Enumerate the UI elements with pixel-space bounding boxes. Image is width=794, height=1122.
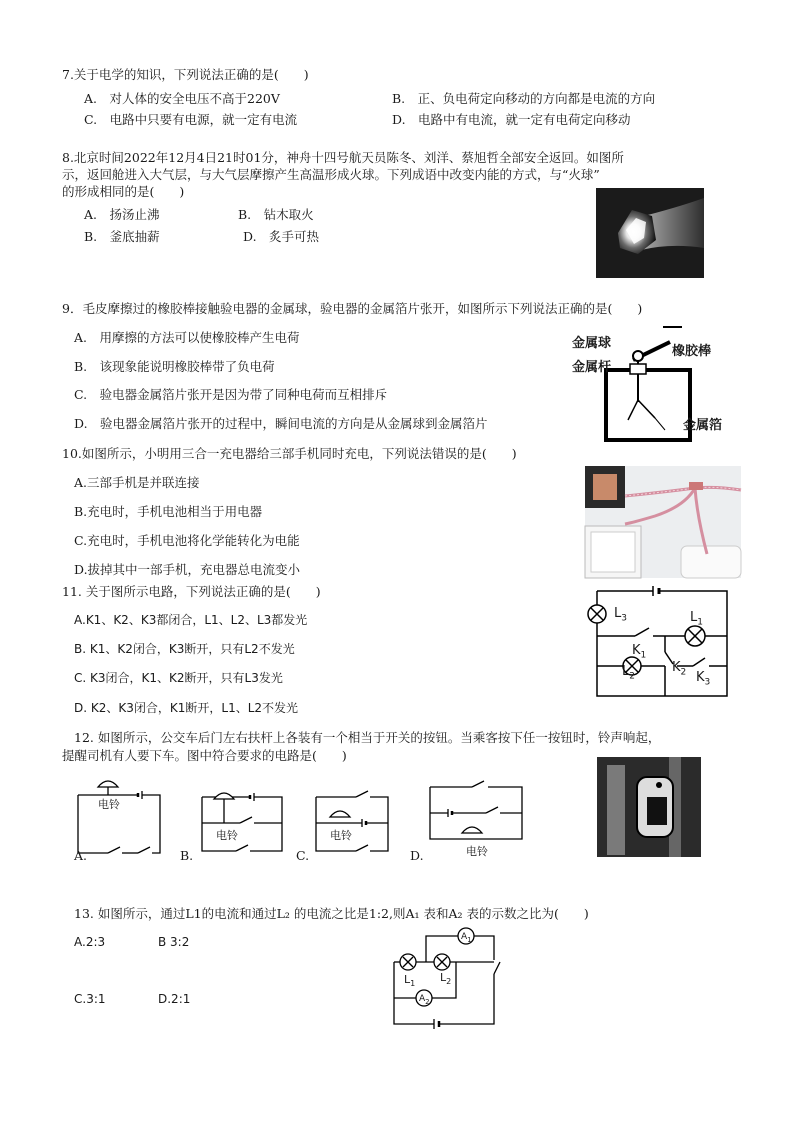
q12-stem-line2: 提醒司机有人要下车。图中符合要求的电路是( ) bbox=[62, 748, 347, 763]
q13-option-a: A.2:3 bbox=[74, 935, 106, 949]
q13-stem: 13. 如图所示，通过L1的电流和通过L₂ 的电流之比是1:2,则A₁ 表和A₂ 表的示数之比为( ) bbox=[74, 906, 589, 921]
label-metal-foil: 金属箔 bbox=[683, 418, 723, 433]
q11-stem: 11. 关于图所示电路，下列说法正确的是( ) bbox=[62, 584, 321, 599]
q8-option-c: B. 釜底抽薪 bbox=[84, 229, 160, 244]
label-L1: $L_1$ bbox=[404, 973, 416, 989]
q10-option-c: C.充电时，手机电池将化学能转化为电能 bbox=[74, 533, 300, 548]
q12-circuit-b bbox=[196, 777, 286, 857]
label-L3: $L_3$ bbox=[614, 606, 627, 624]
q10-stem: 10.如图所示，小明用三合一充电器给三部手机同时充电，下列说法错误的是( ) bbox=[62, 446, 517, 461]
label-K3: $K_3$ bbox=[696, 670, 711, 688]
q7-option-a: A. 对人体的安全电压不高于220V bbox=[84, 91, 280, 106]
label-A2: $A_2$ bbox=[419, 994, 430, 1006]
q12-option-d-label: D. bbox=[410, 848, 424, 863]
q11-circuit-diagram bbox=[585, 586, 735, 701]
q8-stem-line3: 的形成相同的是( ) bbox=[62, 184, 185, 199]
q9-option-a: A. 用摩擦的方法可以使橡胶棒产生电荷 bbox=[74, 330, 300, 345]
q10-option-b: B.充电时，手机电池相当于用电器 bbox=[74, 504, 263, 519]
q7-option-d: D. 电路中有电流，就一定有电荷定向移动 bbox=[392, 112, 631, 127]
q13-option-b: B 3:2 bbox=[158, 935, 190, 949]
bus-button-photo bbox=[597, 757, 701, 857]
q13-option-d: D.2:1 bbox=[158, 992, 191, 1006]
label-K1: $K_1$ bbox=[632, 643, 647, 661]
q9-stem: 9．毛皮摩擦过的橡胶棒接触验电器的金属球，验电器的金属箔片张开，如图所示下列说法正确的是( ) bbox=[62, 301, 643, 316]
q8-option-a: A. 扬汤止沸 bbox=[84, 207, 160, 222]
label-K2: $K_2$ bbox=[672, 660, 687, 678]
label-metal-ball: 金属球 bbox=[572, 336, 612, 351]
q12-stem-line1: 12. 如图所示，公交车后门左右扶杆上各装有一个相当于开关的按钮。当乘客按下任一按钮时，铃声响起， bbox=[74, 730, 661, 745]
q10-option-a: A.三部手机是并联连接 bbox=[74, 475, 200, 490]
label-L2: $L_2$ bbox=[440, 971, 452, 987]
q12-option-c-label: C. bbox=[296, 848, 310, 863]
label-metal-rod: 金属杆 bbox=[572, 360, 612, 375]
label-L1: $L_1$ bbox=[690, 610, 703, 628]
q7-stem: 7.关于电学的知识，下列说法正确的是( ) bbox=[62, 67, 309, 82]
q11-option-c: C. K3闭合，K1、K2断开，只有L3发光 bbox=[74, 671, 283, 685]
q12-option-a-label: A. bbox=[74, 848, 88, 863]
label-rubber-rod: 橡胶棒 bbox=[672, 344, 712, 359]
q10-option-d: D.拔掉其中一部手机，充电器总电流变小 bbox=[74, 562, 301, 577]
q7-option-b: B. 正、负电荷定向移动的方向都是电流的方向 bbox=[392, 91, 656, 106]
charger-cable-photo bbox=[585, 466, 741, 578]
label-A1: $A_1$ bbox=[461, 932, 472, 944]
q7-option-c: C. 电路中只要有电源，就一定有电流 bbox=[84, 112, 298, 127]
q8-stem-line2: 示，返回舱进入大气层，与大气层摩擦产生高温形成火球。下列成语中改变内能的方式，与“火球” bbox=[62, 167, 600, 182]
fireball-photo bbox=[596, 188, 704, 278]
q9-option-b: B. 该现象能说明橡胶棒带了负电荷 bbox=[74, 359, 275, 374]
q9-option-c: C. 验电器金属箔片张开是因为带了同种电荷而互相排斥 bbox=[74, 387, 388, 402]
q12-option-b-label: B. bbox=[180, 848, 194, 863]
q12-b-bell-label: 电铃 bbox=[216, 829, 238, 842]
q11-option-b: B. K1、K2闭合，K3断开，只有L2不发光 bbox=[74, 642, 295, 656]
q11-option-d: D. K2、K3闭合，K1断开，L1、L2不发光 bbox=[74, 701, 299, 715]
q12-circuit-c bbox=[312, 777, 402, 857]
q8-option-b: B. 钻木取火 bbox=[238, 207, 314, 222]
label-L2: $L_2$ bbox=[622, 664, 635, 682]
q8-option-d: D. 炙手可热 bbox=[243, 229, 320, 244]
q13-option-c: C.3:1 bbox=[74, 992, 106, 1006]
q12-d-bell-label: 电铃 bbox=[466, 845, 488, 858]
q12-c-bell-label: 电铃 bbox=[330, 829, 352, 842]
q12-a-bell-label: 电铃 bbox=[98, 798, 120, 811]
q8-stem-line1: 8.北京时间2022年12月4日21时01分，神舟十四号航天员陈冬、刘洋、蔡旭哲全部安全返回。如图所 bbox=[62, 150, 624, 165]
q11-option-a: A.K1、K2、K3都闭合，L1、L2、L3都发光 bbox=[74, 613, 308, 627]
q12-circuit-a bbox=[78, 777, 168, 857]
q9-option-d: D. 验电器金属箔片张开的过程中，瞬间电流的方向是从金属球到金属箔片 bbox=[74, 416, 488, 431]
